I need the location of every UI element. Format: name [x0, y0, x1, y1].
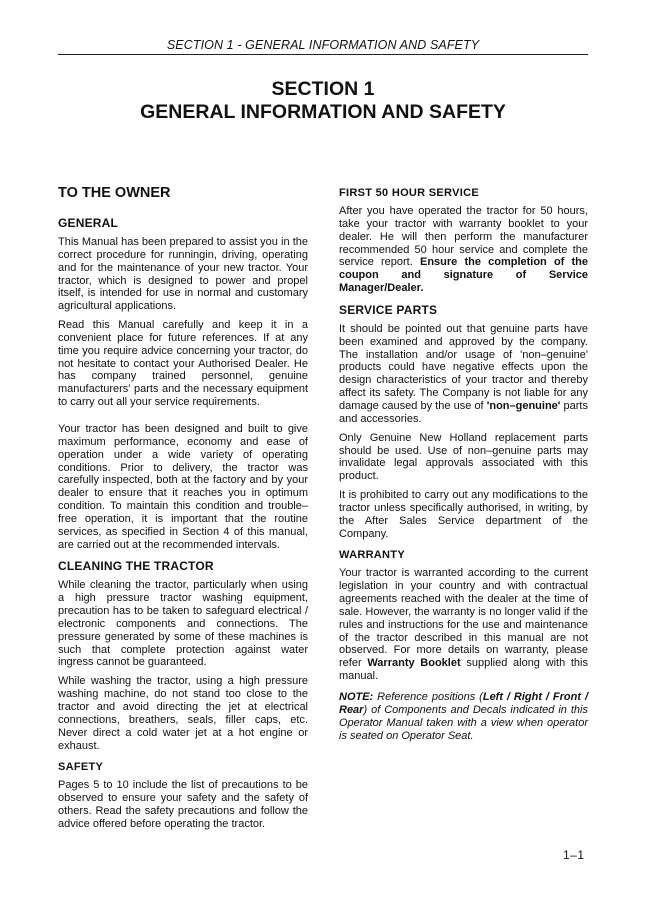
to-the-owner-heading: TO THE OWNER	[58, 185, 171, 201]
safety-heading: SAFETY	[58, 761, 104, 774]
first-50-text: After you have operated the tractor for 50 hours, take your tractor with warranty booklet to your dealer. He will then perform the manufacturer recommended 50 hour service and complete the service report.	[339, 205, 588, 269]
non-genuine-bold-text: 'non–genuine'	[486, 399, 561, 412]
right-column	[339, 186, 588, 748]
service-parts-text-b: parts and accessories.	[339, 399, 588, 425]
service-parts-heading: SERVICE PARTS	[339, 302, 438, 317]
service-parts-paragraph-1	[339, 323, 588, 426]
general-heading: GENERAL	[58, 216, 119, 230]
warranty-text-end: supplied along with this manual.	[339, 657, 588, 683]
general-paragraph-2: Read this Manual carefully and keep it in a convenient place for future references. If at any time you require advice concerning your tractor, do not hesitate to contact your Authorised Dealer. He has company trained personnel, genuine manufacturers' parts and the necessary equipment to carry out all your service requirements.	[58, 319, 308, 409]
service-parts-paragraph-2: Only Genuine New Holland replacement parts should be used. Use of non–genuine parts may invalidate legal approvals associated with this product.	[339, 431, 588, 483]
cleaning-heading: CLEANING THE TRACTOR	[58, 559, 214, 574]
warranty-booklet-bold-text: Warranty Booklet	[367, 657, 461, 670]
note-text-b: ) of Components and Decals indicated in this Operator Manual taken with a view when operator is seated on Operator Seat.	[339, 703, 588, 742]
cleaning-paragraph-1: While cleaning the tractor, particularly when using a high pressure tractor washing equipment, precaution has to be taken to safeguard electrical / electronic components and connections. The pressure generated by some of these machines is such that complete protection against water ingress cannot be guaranteed.	[58, 579, 308, 669]
general-paragraph-3: Your tractor has been designed and built to give maximum performance, economy and ease of operation under a wide variety of operating conditions. Prior to delivery, the tractor was carefully inspected, both at the factory and by your dealer to ensure that it reaches you in optimum condition. To maintain this condition and trouble–free operation, it is important that the routine services, as specified in Section 4 of this manual, are carried out at the recommended intervals.	[58, 422, 308, 551]
general-paragraph-1: This Manual has been prepared to assist you in the correct procedure for runningin, driving, operating and for the maintenance of your new tractor. Your tractor, which is designed to power and propel itself, is intended for use in normal and customary agricultural applications.	[58, 236, 308, 313]
running-header: SECTION 1 - GENERAL INFORMATION AND SAFETY	[58, 38, 588, 55]
safety-paragraph: Pages 5 to 10 include the list of precautions to be observed to ensure your safety and the safety of others. Read the safety precautions and follow the advice offered before operating the tractor.	[58, 779, 308, 830]
note-positions-bold: Left / Right / Front / Rear	[339, 691, 588, 716]
warranty-paragraph	[339, 567, 588, 683]
service-parts-paragraph-3: It is prohibited to carry out any modifications to the tractor unless specifically authorised, in writing, by the After Sales Service department of the Company.	[339, 489, 588, 540]
section-title-line2: GENERAL INFORMATION AND SAFETY	[140, 101, 506, 123]
page-number: 1–1	[563, 848, 585, 862]
cleaning-paragraph-2: While washing the tractor, using a high pressure washing machine, do not stand too close to the tractor and avoid directing the jet at electrical connections, breathers, seals, filler caps, etc. Never direct a cold water jet at a hot engine or exhaust.	[58, 675, 308, 752]
warranty-heading: WARRANTY	[339, 549, 405, 562]
left-column	[58, 184, 308, 837]
note-label: NOTE:	[339, 691, 374, 703]
first-50-bold-text: Ensure the completion of the coupon and signature of Service Manager/Dealer.	[339, 256, 588, 295]
first-50-hour-service-paragraph	[339, 205, 588, 295]
section-title	[0, 78, 646, 124]
note-paragraph	[339, 691, 588, 742]
note-text-a: Reference positions (	[373, 691, 483, 703]
service-parts-text-a: It should be pointed out that genuine parts have been examined and approved by the company. The installation and/or usage of 'non–genuine' products could have negative effects upon the design characteristics of your tractor and thereby affect its safety. The Company is not liable for any damage caused by the use of	[339, 322, 588, 412]
section-title-line1: SECTION 1	[271, 78, 375, 100]
warranty-text: Your tractor is warranted according to the current legislation in your country and with contractual agreements reached with the dealer at the time of sale. However, the warranty is no longer valid if the rules and instructions for the use and maintenance of the tractor described in this manual are not observed. For more details on warranty, please refer	[339, 567, 588, 670]
first-50-hour-service-heading: FIRST 50 HOUR SERVICE	[339, 187, 479, 199]
